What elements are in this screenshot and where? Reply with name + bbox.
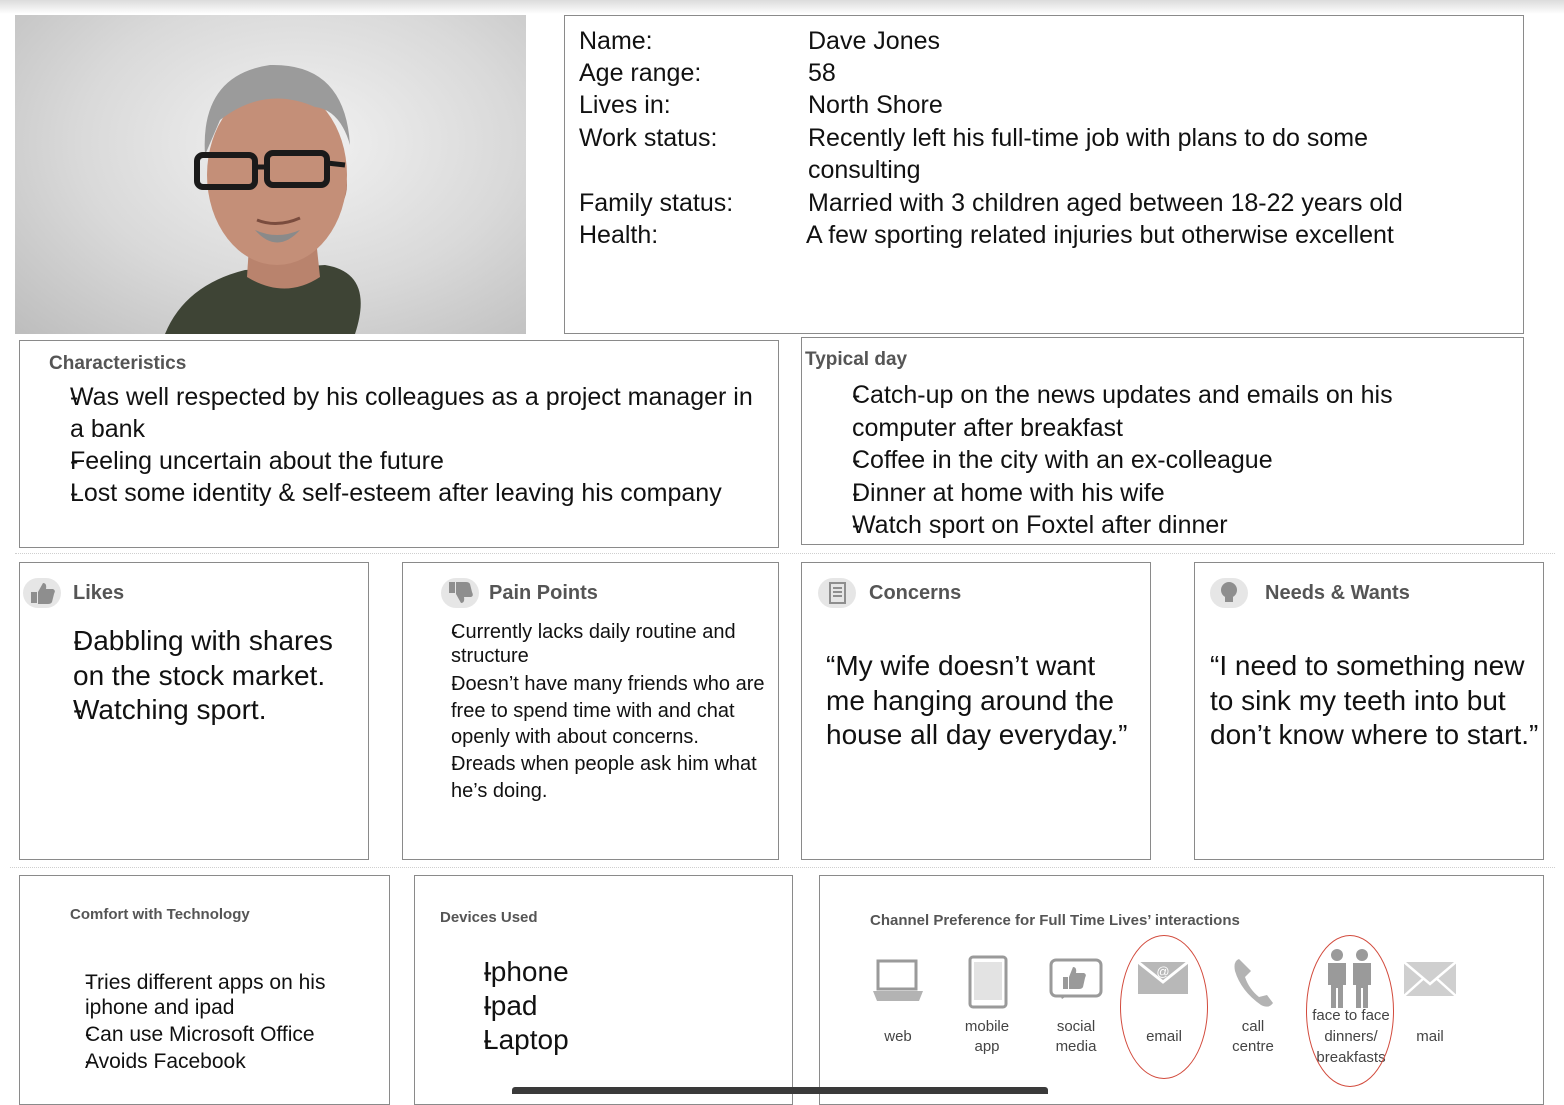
channel-label-call: call <box>1241 1018 1265 1035</box>
name-label: Name: <box>579 27 653 55</box>
list-item: - Avoids Facebook <box>50 1049 370 1076</box>
list-item: - Tries different apps on his iphone and ipad <box>50 970 370 1020</box>
face-to-face-highlight-circle <box>1306 935 1394 1087</box>
email-highlight-circle <box>1120 935 1208 1079</box>
typical-day-title: Typical day <box>805 349 908 370</box>
list-item: - Laptop <box>448 1023 768 1057</box>
family-value: Married with 3 children aged between 18-22 years old <box>808 189 1403 217</box>
channel-label-media: media <box>1055 1038 1097 1055</box>
technology-list <box>50 970 370 1075</box>
phone-icon <box>1225 955 1281 1011</box>
lightbulb-icon <box>1210 578 1248 608</box>
name-value: Dave Jones <box>808 27 941 55</box>
list-item: - Can use Microsoft Office <box>50 1022 370 1049</box>
health-value: A few sporting related injuries but otherwise excellent <box>806 221 1394 249</box>
channel-label-dinners: dinners/ <box>1324 1028 1378 1045</box>
thumbs-down-icon <box>441 578 479 608</box>
list-item: - Ipad <box>448 989 768 1023</box>
document-icon <box>818 578 856 608</box>
age-label: Age range: <box>579 59 702 87</box>
channel-label-face: face to face <box>1312 1007 1390 1024</box>
divider <box>10 867 1555 868</box>
list-item: - Was well respected by his colleagues as a project manager in a bank <box>35 381 755 445</box>
characteristics-title: Characteristics <box>49 353 187 374</box>
svg-text:@: @ <box>1156 964 1170 979</box>
channel-label-app: app <box>974 1038 1000 1055</box>
channel-label-mobile: mobile <box>964 1018 1010 1035</box>
persona-photo <box>15 15 526 334</box>
list-item: - Dabbling with shares on the stock market. <box>38 624 358 693</box>
channel-label-mail: mail <box>1416 1028 1444 1045</box>
concerns-title: Concerns <box>869 582 962 604</box>
social-thumbs-up-icon <box>1048 955 1104 1011</box>
pain-points-title: Pain Points <box>489 582 598 604</box>
tablet-icon <box>960 955 1016 1011</box>
laptop-icon <box>870 955 926 1011</box>
channels-title: Channel Preference for Full Time Lives’ interactions <box>870 912 1240 929</box>
list-item: - Coffee in the city with an ex-colleague <box>817 444 1497 477</box>
list-item: - Iphone <box>448 955 768 989</box>
needs-quote: “I need to something new to sink my teeth into but don’t know where to start.” <box>1210 650 1539 750</box>
work-label: Work status: <box>579 124 718 152</box>
work-value: Recently left his full-time job with plans to do some consulting <box>808 124 1368 184</box>
list-item: - Watch sport on Foxtel after dinner <box>817 509 1497 542</box>
list-item: - Doesn’t have many friends who are free to spend time with and chat openly with about concerns. <box>416 671 771 751</box>
devices-title: Devices Used <box>440 909 538 926</box>
family-label: Family status: <box>579 189 734 217</box>
channel-label-breakfasts: breakfasts <box>1316 1049 1386 1066</box>
channel-label-centre: centre <box>1232 1038 1274 1055</box>
divider <box>15 553 1555 554</box>
list-item: - Dinner at home with his wife <box>817 477 1497 510</box>
likes-list <box>38 624 358 728</box>
channel-label-email: email <box>1146 1028 1182 1045</box>
list-item: - Currently lacks daily routine and structure <box>416 620 771 668</box>
list-item: - Watching sport. <box>38 693 358 728</box>
typical-day-list <box>817 379 1497 542</box>
age-value: 58 <box>808 59 836 87</box>
pain-points-list <box>416 620 771 805</box>
list-item: - Feeling uncertain about the future <box>35 445 755 477</box>
bottom-toolbar <box>512 1087 1048 1094</box>
lives-label: Lives in: <box>579 91 671 119</box>
technology-title: Comfort with Technology <box>70 906 250 923</box>
needs-title: Needs & Wants <box>1265 582 1410 604</box>
list-item: - Catch-up on the news updates and emails on his computer after breakfast <box>817 379 1497 444</box>
likes-title: Likes <box>73 582 125 604</box>
concerns-quote: “My wife doesn’t want me hanging around the house all day everyday.” <box>826 650 1128 750</box>
thumbs-up-icon <box>23 578 61 608</box>
channel-label-web: web <box>884 1028 912 1045</box>
characteristics-list <box>35 381 755 509</box>
list-item: - Dreads when people ask him what he’s doing. <box>416 751 771 804</box>
top-shadow <box>0 0 1564 14</box>
devices-list <box>448 955 768 1057</box>
envelope-icon <box>1402 950 1458 1006</box>
list-item: - Lost some identity & self-esteem after leaving his company <box>35 477 755 509</box>
channel-label-social: social <box>1056 1018 1096 1035</box>
health-label: Health: <box>579 221 659 249</box>
lives-value: North Shore <box>808 91 943 119</box>
